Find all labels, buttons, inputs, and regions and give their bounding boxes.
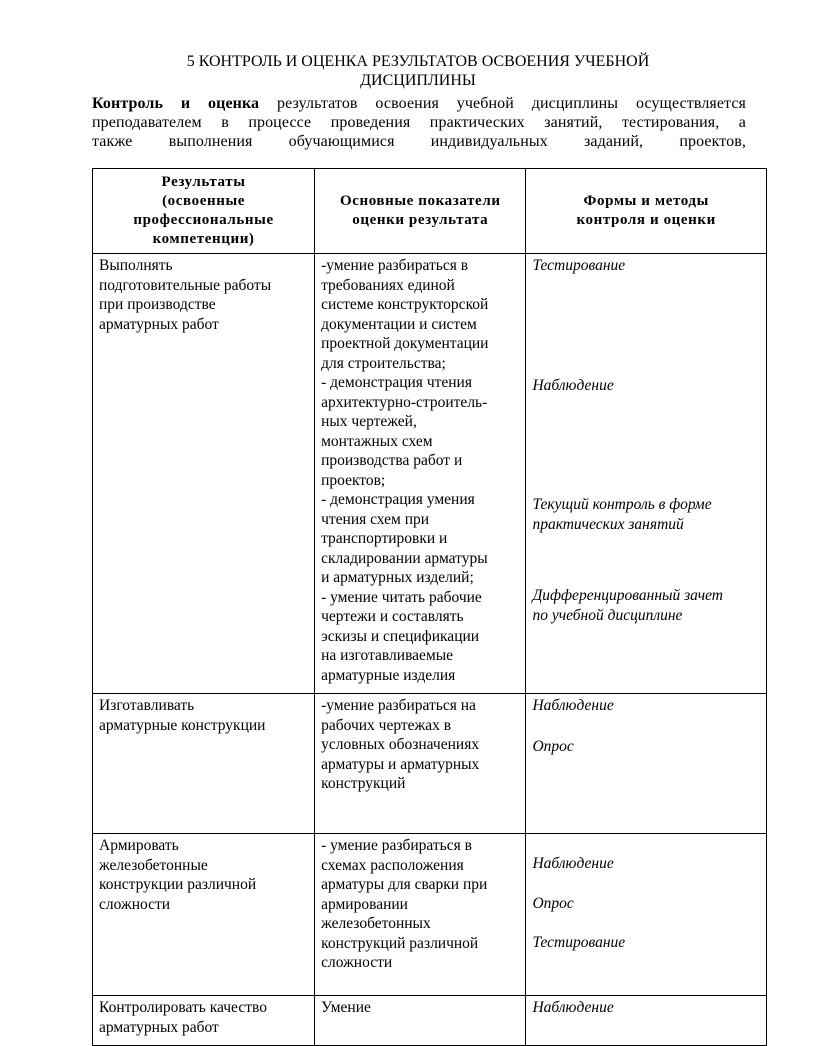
header-indicators: Основные показатели оценки результата — [315, 169, 526, 254]
method-item: Опрос — [532, 737, 574, 755]
section-title-line-1: 5 КОНТРОЛЬ И ОЦЕНКА РЕЗУЛЬТАТОВ ОСВОЕНИЯ УЧЕБНОЙ — [186, 53, 650, 70]
method-item: Тестирование — [532, 934, 626, 951]
table-row — [93, 834, 767, 996]
table-row — [93, 694, 767, 834]
table-row — [93, 996, 767, 1046]
method-item: Наблюдение — [532, 999, 614, 1016]
section-title-line-2: ДИСЦИПЛИНЫ — [360, 72, 476, 89]
indicators-cell: -умение разбираться на рабочих чертежах в условных обозначениях арматуры и арматурных конструкций — [315, 694, 526, 834]
intro-line-2: преподавателем в процессе проведения практических занятий, тестирования, а — [92, 114, 746, 131]
methods-cell — [526, 834, 767, 996]
result-cell: Контролировать качество арматурных работ — [93, 996, 315, 1046]
method-item: Дифференцированный зачет по учебной дисциплине — [532, 587, 723, 624]
intro-bold-phrase: Контроль и оценка — [92, 95, 260, 112]
intro-line-3: также выполнения обучающимися индивидуальных заданий, проектов, — [92, 133, 746, 150]
methods-cell — [526, 694, 767, 834]
method-item: Текущий контроль в форме практических занятий — [532, 496, 712, 533]
method-item: Опрос — [532, 894, 574, 912]
result-cell: Выполнять подготовительные работы при производстве арматурных работ — [93, 254, 315, 694]
method-item: Наблюдение — [532, 376, 614, 394]
header-methods: Формы и методы контроля и оценки — [526, 169, 767, 254]
table-header-row — [93, 169, 767, 254]
indicators-cell: -умение разбираться в требованиях единой системе конструкторской документации и систем проектной документации для строительства; - демонстрация чтения архитектурно-строитель- ных чертежей, монтажных схем производства работ и проектов; - демонстрация умения чтения схем при транспортировки и складировании арматуры и арматурных изделий; - умение читать рабочие чертежи и составлять эскизы и спецификации на изготавливаемые арматурные изделия — [315, 254, 526, 694]
result-cell: Изготавливать арматурные конструкции — [93, 694, 315, 834]
header-results: Результаты (освоенные профессиональные компетенции) — [93, 169, 315, 254]
table-row — [93, 254, 767, 694]
indicators-cell: Умение — [315, 996, 526, 1046]
methods-cell — [526, 254, 767, 694]
intro-line-1-rest: результатов освоения учебной дисциплины осуществляется — [259, 95, 747, 112]
result-cell: Армировать железобетонные конструкции различной сложности — [93, 834, 315, 996]
method-item: Наблюдение — [532, 697, 614, 714]
methods-cell — [526, 996, 767, 1046]
results-table — [92, 168, 767, 1046]
intro-paragraph — [92, 94, 746, 151]
section-title — [90, 52, 746, 90]
intro-line-1 — [92, 94, 746, 113]
indicators-cell: - умение разбираться в схемах расположения арматуры для сварки при армировании железобетонных конструкций различной сложности — [315, 834, 526, 996]
method-item: Наблюдение — [532, 855, 614, 872]
method-item: Тестирование — [532, 257, 626, 274]
